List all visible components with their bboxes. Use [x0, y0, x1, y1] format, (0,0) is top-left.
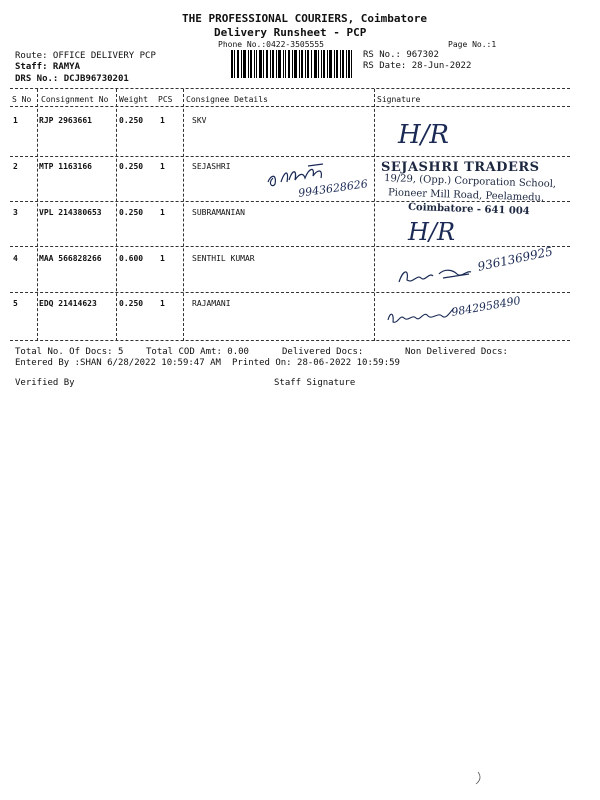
signature-2-phone: 9943628626: [297, 177, 369, 200]
row-consignment: RJP 2963661: [39, 116, 92, 125]
col-divider: [374, 89, 375, 341]
stamp-name: SEJASHRI TRADERS: [381, 160, 540, 175]
signature-3: H/R: [408, 218, 456, 246]
entered-by: Entered By :SHAN 6/28/2022 10:59:47 AM: [15, 358, 221, 368]
stamp-address-1: 19/29, (Opp.) Corporation School,: [383, 172, 557, 191]
row-consignee: SENTHIL KUMAR: [192, 254, 255, 263]
stamp-city: Coimbatore - 641 004: [407, 201, 530, 218]
verified-by: Verified By: [15, 378, 75, 388]
col-divider: [183, 89, 184, 341]
printed-on: Printed On: 28-06-2022 10:59:59: [232, 358, 400, 368]
header-signature: Signature: [377, 95, 421, 104]
row-weight: 0.250: [119, 116, 144, 125]
signature-4-phone: 9361369925: [476, 244, 554, 274]
row-consignment: VPL 214380653: [39, 208, 102, 217]
row-pcs: 1: [160, 208, 165, 217]
row-sno: 3: [13, 208, 18, 217]
row-pcs: 1: [160, 299, 165, 308]
row-pcs: 1: [160, 254, 165, 263]
rs-date: RS Date: 28-Jun-2022: [363, 61, 472, 71]
scan-mark: [470, 770, 484, 786]
delivered-docs: Delivered Docs:: [282, 347, 364, 357]
row-pcs: 1: [160, 116, 165, 125]
phone-number: Phone No.:0422-3505555: [218, 40, 324, 49]
barcode: [231, 50, 352, 78]
row-consignee: SKV: [192, 116, 207, 125]
rs-number: RS No.: 967302: [363, 50, 439, 60]
row-consignee: RAJAMANI: [192, 299, 231, 308]
header-weight: Weight: [119, 95, 148, 104]
non-delivered-docs: Non Delivered Docs:: [405, 347, 508, 357]
row-consignee: SUBRAMANIAN: [192, 208, 245, 217]
col-divider: [116, 89, 117, 341]
row-divider: [10, 292, 570, 293]
row-weight: 0.250: [119, 208, 144, 217]
table-bottom-border: [10, 340, 570, 341]
company-name: THE PROFESSIONAL COURIERS, Coimbatore: [182, 12, 428, 25]
signature-4-scribble: [395, 260, 475, 290]
total-cod: Total COD Amt: 0.00: [146, 347, 249, 357]
header-pcs: PCS: [158, 95, 173, 104]
row-sno: 4: [13, 254, 18, 263]
route-label: Route: OFFICE DELIVERY PCP: [15, 51, 156, 61]
header-consignment: Consignment No: [41, 95, 109, 104]
row-consignment: EDQ 21414623: [39, 299, 97, 308]
row-sno: 2: [13, 162, 18, 171]
drs-number: DRS No.: DCJB96730201: [15, 74, 129, 84]
col-divider: [37, 89, 38, 341]
row-pcs: 1: [160, 162, 165, 171]
signature-1: H/R: [398, 120, 450, 150]
page-number: Page No.:1: [448, 40, 497, 49]
row-divider: [10, 246, 570, 247]
row-weight: 0.600: [119, 254, 144, 263]
row-divider: [10, 156, 570, 157]
row-sno: 1: [13, 116, 18, 125]
row-consignee: SEJASHRI: [192, 162, 231, 171]
row-weight: 0.250: [119, 299, 144, 308]
runsheet-title: Delivery Runsheet - PCP: [214, 26, 367, 39]
row-sno: 5: [13, 299, 18, 308]
row-weight: 0.250: [119, 162, 144, 171]
table-top-border: [10, 88, 570, 89]
stamp-address-2: Pioneer Mill Road, Peelamedu,: [387, 187, 545, 204]
staff-signature: Staff Signature: [274, 378, 356, 388]
signature-5-scribble: [384, 300, 459, 330]
row-consignment: MTP 1163166: [39, 162, 92, 171]
header-consignee: Consignee Details: [186, 95, 268, 104]
header-sno: S No: [12, 95, 32, 104]
total-docs: Total No. Of Docs: 5: [15, 347, 124, 357]
row-consignment: MAA 566828266: [39, 254, 102, 263]
header-bottom-border: [10, 106, 570, 107]
signature-5-phone: 9842958490: [450, 294, 522, 319]
staff-label: Staff: RAMYA: [15, 62, 81, 72]
